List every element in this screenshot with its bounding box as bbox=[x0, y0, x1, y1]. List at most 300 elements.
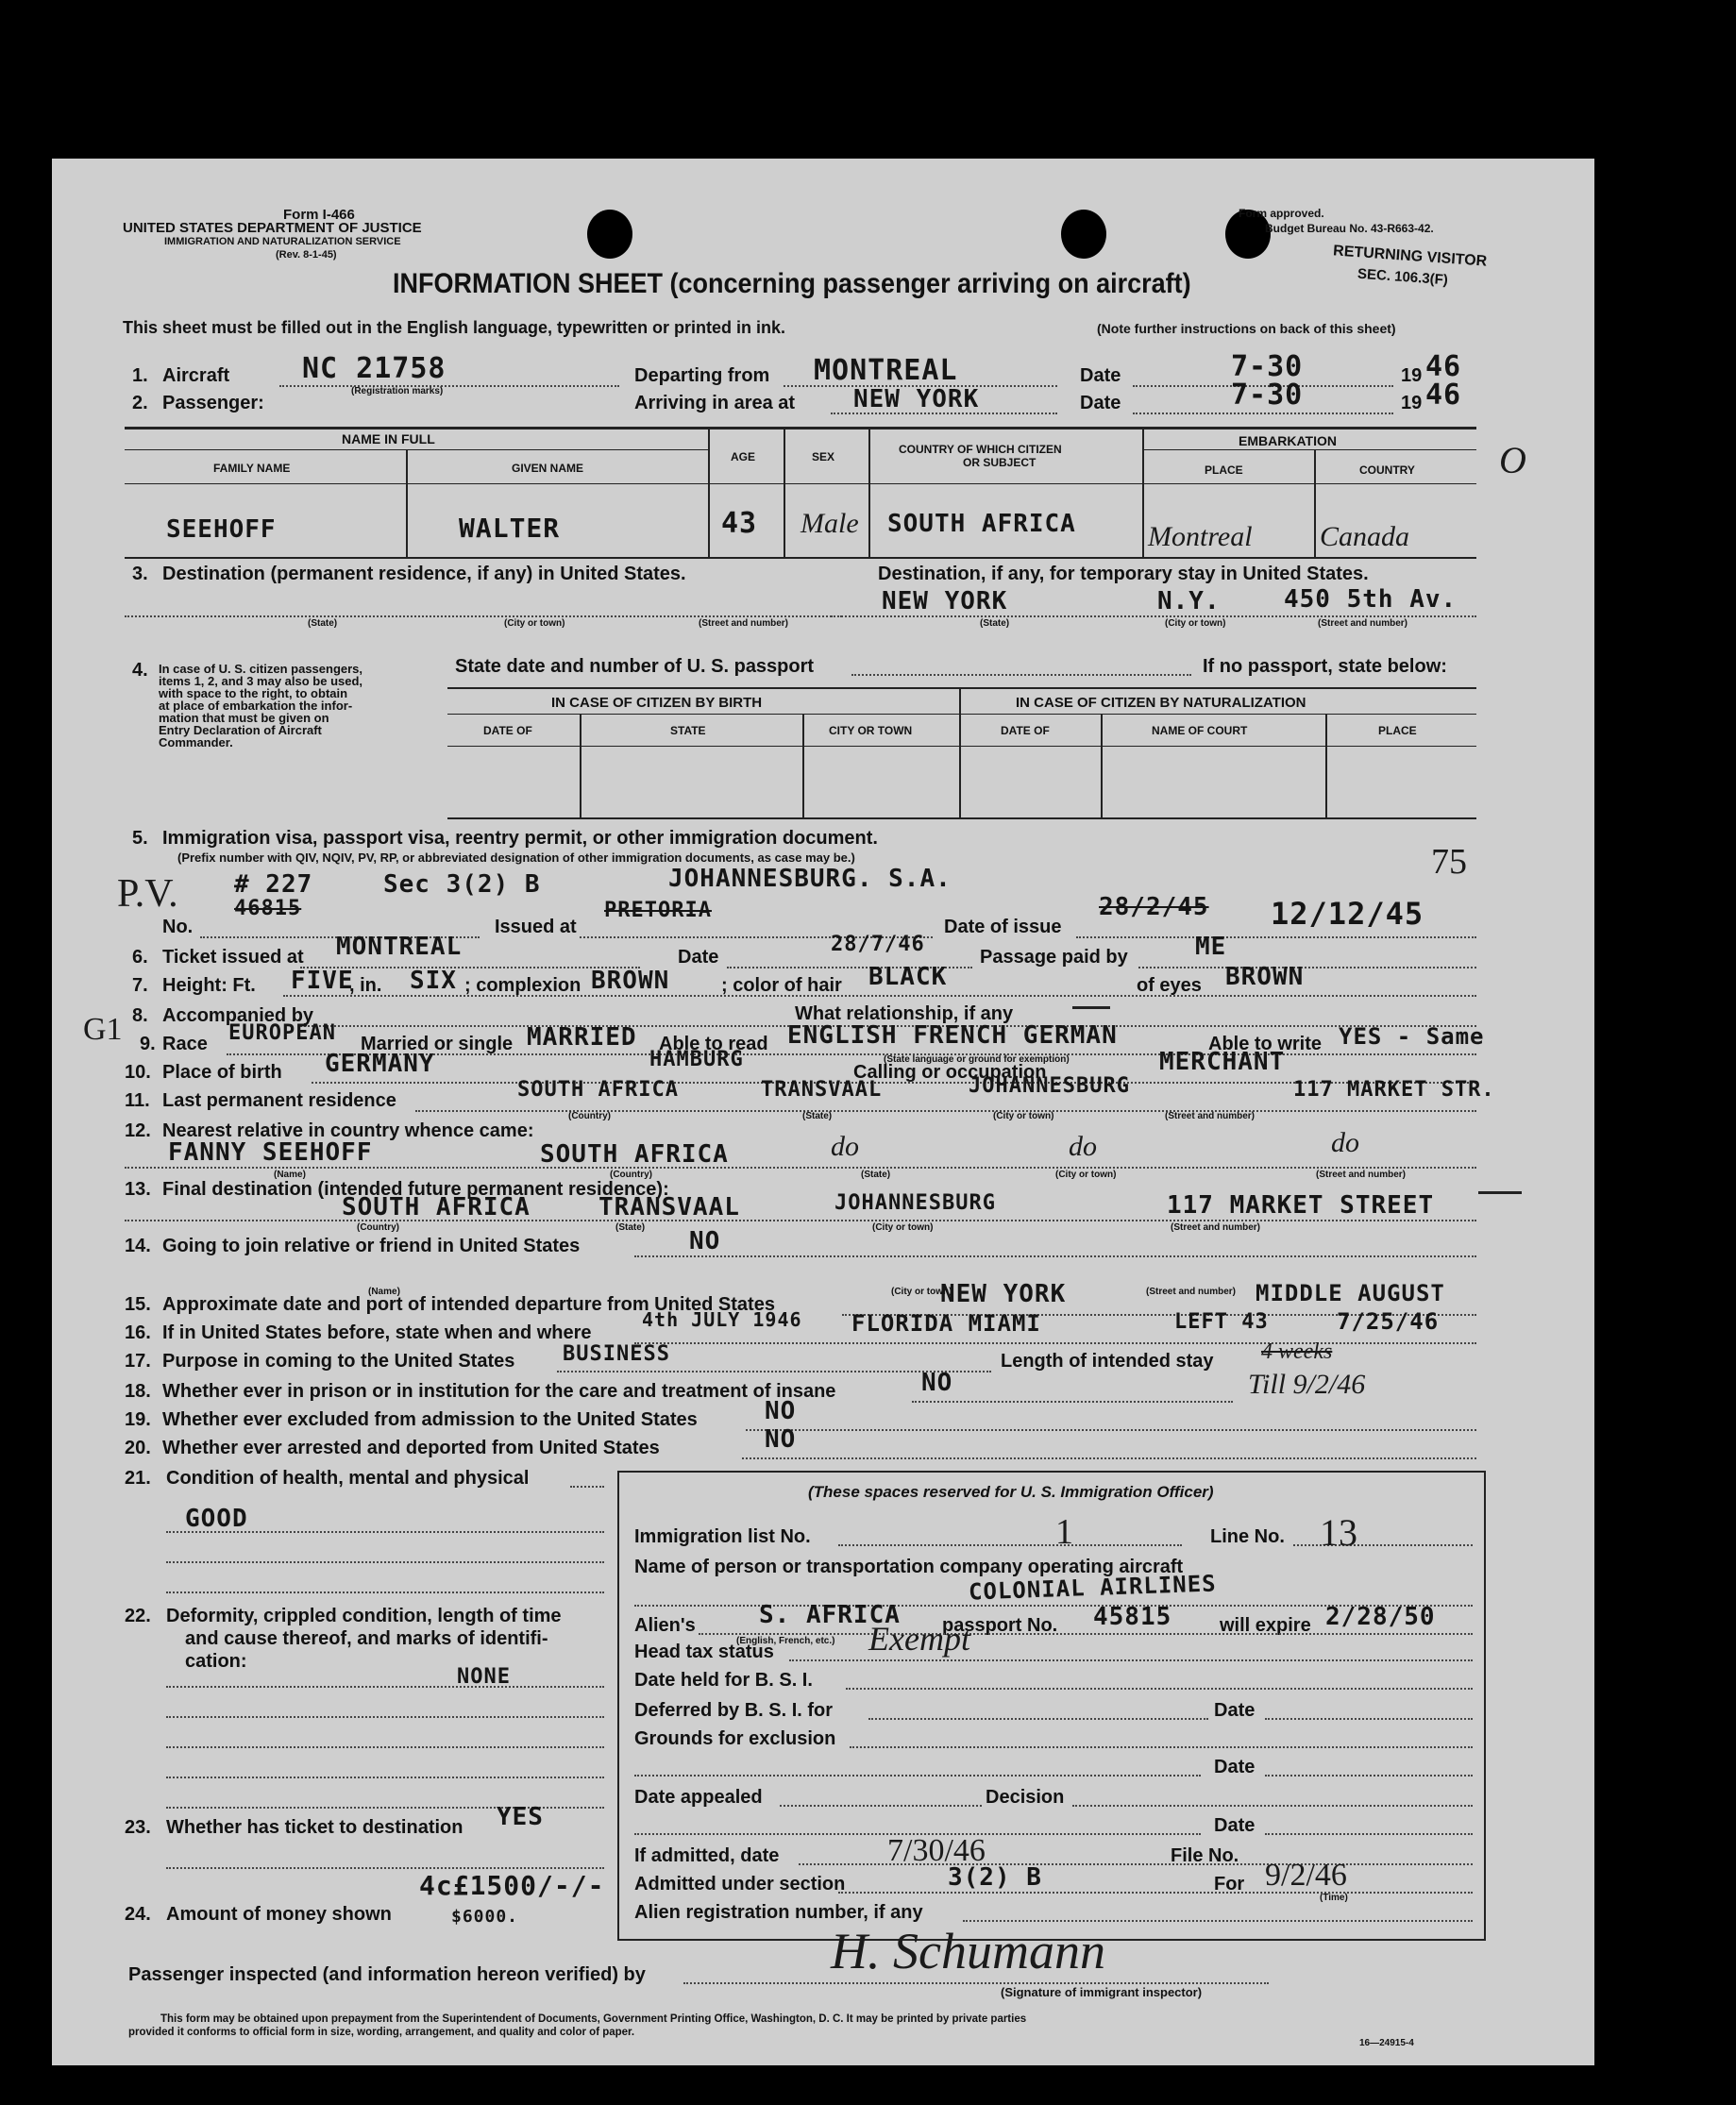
money-label: Amount of money shown bbox=[166, 1904, 392, 1925]
temp-destination-label: Destination, if any, for temporary stay in United States. bbox=[878, 564, 1369, 584]
nat-place-header: PLACE bbox=[1378, 724, 1417, 737]
departure-year: 46 bbox=[1425, 350, 1462, 383]
table-rule bbox=[125, 557, 1476, 559]
health-line bbox=[166, 1531, 604, 1533]
departure-date: 7-30 bbox=[1231, 350, 1304, 383]
health-line bbox=[166, 1561, 604, 1563]
visa-number: # 227 bbox=[234, 870, 313, 899]
arrival-year: 46 bbox=[1425, 379, 1462, 412]
passage-paid-label: Passage paid by bbox=[980, 947, 1128, 968]
page-mark: 75 bbox=[1431, 842, 1467, 882]
birth-city-value: HAMBURG bbox=[649, 1048, 744, 1071]
inches-label: , in. bbox=[349, 975, 382, 996]
registration-caption: (Registration marks) bbox=[351, 386, 444, 396]
line-7-rule bbox=[283, 995, 1476, 997]
decision-label: Decision bbox=[986, 1787, 1065, 1808]
eyes-label: of eyes bbox=[1137, 975, 1202, 996]
destination-label: Destination (permanent residence, if any) in United States. bbox=[162, 564, 686, 584]
date-label: Date bbox=[1214, 1815, 1256, 1836]
ticket-value: MONTREAL bbox=[336, 933, 463, 961]
item-number: 10. bbox=[125, 1062, 151, 1083]
table-divider bbox=[784, 427, 785, 557]
instruction-line: This sheet must be filled out in the English language, typewritten or printed in ink. bbox=[123, 318, 786, 337]
relative-state-value: do bbox=[831, 1131, 859, 1162]
final-state-value: TRANSVAAL bbox=[598, 1193, 740, 1221]
going-to-join-value: NO bbox=[689, 1227, 721, 1255]
deformity-line bbox=[166, 1686, 604, 1688]
given-name-header: GIVEN NAME bbox=[512, 462, 584, 475]
final-destination-label: Final destination (intended future permanent residence): bbox=[162, 1179, 669, 1200]
street-caption: (Street and number) bbox=[1316, 1170, 1407, 1180]
date-of-issue-value: 12/12/45 bbox=[1271, 896, 1424, 932]
no-passport-label: If no passport, state below: bbox=[1203, 656, 1447, 677]
temp-state-value: NEW YORK bbox=[882, 587, 1008, 615]
passport-line bbox=[851, 674, 1191, 676]
residence-city-value: JOHANNESBURG bbox=[969, 1074, 1130, 1098]
date-line bbox=[1265, 1718, 1473, 1720]
dash-mark bbox=[1072, 1006, 1110, 1009]
table-divider bbox=[1325, 714, 1327, 817]
arriving-value: NEW YORK bbox=[853, 385, 980, 413]
excluded-value: NO bbox=[765, 1397, 797, 1425]
budget-bureau-line: Budget Bureau No. 43-R663-42. bbox=[1265, 222, 1434, 235]
issued-at-label: Issued at bbox=[495, 917, 577, 937]
health-value: GOOD bbox=[185, 1505, 248, 1533]
line-16-rule bbox=[634, 1342, 1476, 1344]
expire-label: will expire bbox=[1220, 1615, 1311, 1636]
table-rule bbox=[447, 687, 1476, 689]
street-caption: (Street and number) bbox=[1171, 1222, 1261, 1233]
line-14-rule bbox=[634, 1255, 1476, 1257]
visa-prefix: P.V. bbox=[117, 872, 178, 916]
item-number: 14. bbox=[125, 1236, 151, 1256]
item-number: 22. bbox=[125, 1606, 151, 1626]
age-header: AGE bbox=[731, 450, 756, 463]
nat-date-header: DATE OF bbox=[1001, 724, 1050, 737]
deformity-label: Deformity, crippled condition, length of time bbox=[166, 1606, 562, 1626]
stay-struck: 4 weeks bbox=[1261, 1339, 1333, 1364]
departure-intent-label: Approximate date and port of intended departure from United States bbox=[162, 1294, 775, 1315]
aircraft-line bbox=[279, 385, 619, 387]
grounds-line bbox=[634, 1775, 1201, 1777]
citizen-note-line: mation that must be given on bbox=[159, 711, 329, 725]
form-code: 16—24915-4 bbox=[1359, 2038, 1414, 2048]
date-label: Date bbox=[1080, 365, 1121, 386]
head-tax-line bbox=[789, 1659, 1473, 1661]
relative-country-value: SOUTH AFRICA bbox=[540, 1140, 729, 1169]
write-value: YES - Same bbox=[1339, 1023, 1485, 1050]
temp-city-value: N.Y. bbox=[1157, 587, 1221, 615]
appealed-line bbox=[780, 1805, 982, 1807]
punch-hole bbox=[1061, 210, 1106, 259]
item-number: 8. bbox=[132, 1005, 148, 1026]
temp-destination-line bbox=[831, 615, 1476, 617]
read-caption: (State language or ground for exemption) bbox=[884, 1054, 1070, 1065]
relationship-label: What relationship, if any bbox=[795, 1003, 1014, 1024]
prison-label: Whether ever in prison or in institution for the care and treatment of insane bbox=[162, 1381, 836, 1402]
city-caption: (City or town) bbox=[1165, 618, 1226, 629]
health-line bbox=[166, 1591, 604, 1593]
paid-line bbox=[1138, 967, 1476, 968]
line-18-rule bbox=[912, 1401, 1233, 1403]
arrival-date: 7-30 bbox=[1231, 379, 1304, 412]
deformity-line bbox=[166, 1746, 604, 1748]
date-issue-line bbox=[1076, 936, 1476, 938]
date-label: Date bbox=[678, 947, 719, 968]
table-divider bbox=[868, 427, 870, 557]
state-caption: (State) bbox=[615, 1222, 646, 1233]
head-tax-label: Head tax status bbox=[634, 1642, 774, 1662]
table-rule bbox=[125, 449, 708, 450]
relative-city-value: do bbox=[1069, 1131, 1097, 1162]
table-divider bbox=[580, 714, 581, 817]
ticket-destination-label: Whether has ticket to destination bbox=[166, 1817, 463, 1838]
visa-number-struck: 46815 bbox=[234, 897, 302, 920]
ticket-date-value: 28/7/46 bbox=[831, 933, 925, 956]
item-number: 2. bbox=[132, 393, 148, 413]
ticket-destination-value: YES bbox=[497, 1803, 544, 1831]
item-number: 20. bbox=[125, 1438, 151, 1458]
passport-label: State date and number of U. S. passport bbox=[455, 656, 815, 677]
nearest-relative-label: Nearest relative in country whence came: bbox=[162, 1120, 534, 1141]
street-caption: (Street and number) bbox=[1146, 1287, 1237, 1297]
money-value-dollars: $6000. bbox=[451, 1907, 519, 1927]
section-stamp: SEC. 106.3(F) bbox=[1357, 265, 1449, 289]
bsi-label: Date held for B. S. I. bbox=[634, 1670, 813, 1691]
alien-line bbox=[699, 1633, 1473, 1635]
prison-value: NO bbox=[921, 1369, 953, 1397]
race-value: EUROPEAN bbox=[228, 1021, 336, 1045]
previous-visit-left-date: 7/25/46 bbox=[1337, 1308, 1440, 1335]
deformity-label-2: and cause thereof, and marks of identifi- bbox=[185, 1628, 548, 1649]
for-value: 9/2/46 bbox=[1265, 1858, 1347, 1893]
sex-value: Male bbox=[801, 508, 859, 539]
relative-street-value: do bbox=[1331, 1127, 1359, 1158]
alien-passport-value: 45815 bbox=[1093, 1603, 1172, 1631]
ticket-label: Ticket issued at bbox=[162, 947, 304, 968]
punch-hole bbox=[587, 210, 632, 259]
file-no-label: File No. bbox=[1171, 1845, 1239, 1866]
admitted-value: 7/30/46 bbox=[887, 1833, 986, 1868]
deformity-value: NONE bbox=[457, 1665, 511, 1689]
excluded-label: Whether ever excluded from admission to the United States bbox=[162, 1409, 698, 1430]
table-divider bbox=[708, 427, 710, 557]
item-number: 3. bbox=[132, 564, 148, 584]
city-caption: (City or town) bbox=[993, 1111, 1054, 1121]
city-caption: (City or town) bbox=[1055, 1170, 1117, 1180]
city-caption: (City or town) bbox=[872, 1222, 934, 1233]
line-no-label: Line No. bbox=[1210, 1526, 1285, 1547]
deferred-label: Deferred by B. S. I. for bbox=[634, 1700, 834, 1721]
inspector-signature: H. Schumann bbox=[831, 1923, 1105, 1979]
alien-caption: (English, French, etc.) bbox=[736, 1636, 835, 1646]
city-caption: (City or town) bbox=[504, 618, 565, 629]
item-number: 21. bbox=[125, 1468, 151, 1489]
street-caption: (Street and number) bbox=[699, 618, 789, 629]
previous-visit-when: 4th JULY 1946 bbox=[642, 1308, 802, 1331]
immigration-list-value: 1 bbox=[1055, 1512, 1073, 1552]
city-caption: (City or town) bbox=[891, 1287, 952, 1297]
footer-note-2: provided it conforms to official form in size, wording, arrangement, and quality and color of paper. bbox=[128, 2027, 635, 2038]
officer-section-title: (These spaces reserved for U. S. Immigration Officer) bbox=[808, 1483, 1214, 1501]
family-name-value: SEEHOFF bbox=[166, 515, 277, 544]
deformity-label-3: cation: bbox=[185, 1651, 247, 1672]
residence-country-value: SOUTH AFRICA bbox=[517, 1078, 679, 1102]
write-label: Able to write bbox=[1208, 1034, 1323, 1054]
health-line bbox=[570, 1486, 604, 1488]
stay-label: Length of intended stay bbox=[1001, 1351, 1214, 1372]
birthplace-label: Place of birth bbox=[162, 1062, 282, 1083]
item-number: 7. bbox=[132, 975, 148, 996]
place-header: PLACE bbox=[1205, 463, 1243, 477]
dash-mark bbox=[1478, 1191, 1522, 1194]
item-number: 24. bbox=[125, 1904, 151, 1925]
line-no-value: 13 bbox=[1320, 1511, 1357, 1554]
departing-value: MONTREAL bbox=[814, 354, 958, 387]
margin-code: G1 bbox=[83, 1012, 123, 1047]
item-number: 23. bbox=[125, 1817, 151, 1838]
section-value: 3(2) B bbox=[948, 1863, 1042, 1892]
bsi-line bbox=[846, 1688, 1473, 1690]
date-label: Date bbox=[1080, 393, 1121, 413]
departure-date-value: MIDDLE AUGUST bbox=[1256, 1280, 1445, 1306]
previous-visit-left: LEFT 43 bbox=[1174, 1310, 1269, 1334]
form-number: Form I-466 bbox=[283, 207, 355, 223]
table-rule bbox=[1144, 449, 1476, 450]
deformity-line bbox=[166, 1777, 604, 1778]
grounds-label: Grounds for exclusion bbox=[634, 1728, 836, 1749]
signature-line bbox=[683, 1982, 1269, 1984]
family-name-header: FAMILY NAME bbox=[213, 462, 291, 475]
service-line: IMMIGRATION AND NATURALIZATION SERVICE bbox=[164, 236, 401, 247]
alien-nationality: S. AFRICA bbox=[759, 1601, 901, 1629]
going-to-join-label: Going to join relative or friend in United States bbox=[162, 1236, 581, 1256]
citizen-note-line: Entry Declaration of Aircraft bbox=[159, 723, 322, 737]
alien-reg-label: Alien registration number, if any bbox=[634, 1902, 923, 1923]
height-inches-value: SIX bbox=[410, 967, 457, 995]
health-label: Condition of health, mental and physical bbox=[166, 1468, 530, 1489]
appealed-label: Date appealed bbox=[634, 1787, 763, 1808]
table-rule bbox=[447, 746, 1476, 747]
purpose-label: Purpose in coming to the United States bbox=[162, 1351, 515, 1372]
revision-date: (Rev. 8-1-45) bbox=[276, 249, 337, 261]
table-divider bbox=[406, 449, 408, 557]
visa-section: Sec 3(2) B bbox=[383, 870, 541, 899]
date-label: Date bbox=[1214, 1700, 1256, 1721]
item-number: 1. bbox=[132, 365, 148, 386]
departing-label: Departing from bbox=[634, 365, 770, 386]
country-caption: (Country) bbox=[568, 1111, 611, 1121]
citizen-note-line: Commander. bbox=[159, 735, 233, 749]
state-caption: (State) bbox=[980, 618, 1010, 629]
line-23-rule bbox=[166, 1867, 604, 1869]
returning-visitor-stamp: RETURNING VISITOR bbox=[1332, 243, 1488, 270]
section-line bbox=[838, 1892, 1473, 1894]
embarkation-country-value: Canada bbox=[1320, 521, 1410, 552]
citizenship-value: SOUTH AFRICA bbox=[887, 510, 1076, 538]
section-label: Admitted under section bbox=[634, 1874, 846, 1894]
table-rule bbox=[447, 714, 1476, 715]
birth-date-header: DATE OF bbox=[483, 724, 532, 737]
residence-state-value: TRANSVAAL bbox=[761, 1078, 883, 1102]
state-caption: (State) bbox=[308, 618, 338, 629]
signature-caption: (Signature of immigrant inspector) bbox=[1001, 1985, 1203, 1999]
alien-passport-label: passport No. bbox=[942, 1615, 1058, 1636]
citizen-note-line: In case of U. S. citizen passengers, bbox=[159, 662, 363, 676]
married-label: Married or single bbox=[361, 1034, 514, 1054]
grounds-line bbox=[850, 1746, 1473, 1748]
item-number: 16. bbox=[125, 1322, 151, 1343]
relative-name-value: FANNY SEEHOFF bbox=[168, 1138, 373, 1167]
destination-line bbox=[125, 615, 842, 617]
name-caption: (Name) bbox=[368, 1287, 400, 1297]
item-number: 12. bbox=[125, 1120, 151, 1141]
alien-reg-line bbox=[963, 1920, 1473, 1922]
aircraft-label: Aircraft bbox=[162, 365, 230, 386]
line-20-rule bbox=[742, 1457, 1476, 1459]
age-value: 43 bbox=[721, 507, 758, 540]
passage-paid-value: ME bbox=[1195, 933, 1227, 961]
hair-label: ; color of hair bbox=[721, 975, 842, 996]
item-number: 5. bbox=[132, 828, 148, 849]
immigration-doc-label: Immigration visa, passport visa, reentry permit, or other immigration document. bbox=[162, 828, 878, 849]
street-caption: (Street and number) bbox=[1318, 618, 1408, 629]
immigration-list-label: Immigration list No. bbox=[634, 1526, 811, 1547]
item-number: 9. bbox=[140, 1034, 156, 1054]
head-tax-value: Exempt bbox=[868, 1620, 970, 1658]
alien-label: Alien's bbox=[634, 1615, 696, 1636]
form-title: INFORMATION SHEET (concerning passenger arriving on aircraft) bbox=[393, 268, 1191, 299]
occupation-label: Calling or occupation bbox=[853, 1062, 1047, 1083]
date-label: Date bbox=[1214, 1757, 1256, 1777]
year-prefix: 19 bbox=[1401, 393, 1423, 413]
list-line bbox=[838, 1544, 1182, 1546]
stay-value: Till 9/2/46 bbox=[1248, 1369, 1366, 1400]
hair-value: BLACK bbox=[868, 963, 948, 991]
table-rule bbox=[125, 483, 1476, 484]
for-label: For bbox=[1214, 1874, 1245, 1894]
table-rule bbox=[447, 817, 1476, 819]
state-caption: (State) bbox=[861, 1170, 891, 1180]
admitted-label: If admitted, date bbox=[634, 1845, 780, 1866]
item-number: 19. bbox=[125, 1409, 151, 1430]
final-city-value: JOHANNESBURG bbox=[834, 1191, 996, 1215]
street-caption: (Street and number) bbox=[1165, 1111, 1256, 1121]
purpose-value: BUSINESS bbox=[563, 1342, 670, 1366]
complexion-value: BROWN bbox=[591, 967, 670, 995]
accompanied-label: Accompanied by bbox=[162, 1005, 314, 1026]
given-name-value: WALTER bbox=[459, 513, 561, 544]
immigration-doc-sub: (Prefix number with QIV, NQIV, PV, RP, or abbreviated designation of other immigration documents, as case may be.) bbox=[177, 850, 855, 865]
residence-street-value: 117 MARKET STR. bbox=[1293, 1078, 1495, 1102]
company-value: COLONIAL AIRLINES bbox=[968, 1570, 1218, 1606]
money-value: 4c£1500/-/- bbox=[419, 1870, 605, 1901]
item-number: 11. bbox=[125, 1090, 150, 1111]
item-number: 6. bbox=[132, 947, 148, 968]
birth-city-header: CITY OR TOWN bbox=[829, 724, 913, 737]
item-number: 13. bbox=[125, 1179, 151, 1200]
table-divider bbox=[959, 687, 961, 817]
year-prefix: 19 bbox=[1401, 365, 1423, 386]
issued-at-struck: PRETORIA bbox=[604, 899, 712, 922]
table-divider bbox=[1101, 714, 1103, 817]
citizenship-header: COUNTRY OF WHICH CITIZEN bbox=[899, 443, 1062, 456]
margin-mark: O bbox=[1499, 439, 1526, 481]
date-of-issue-label: Date of issue bbox=[944, 917, 1062, 937]
height-feet-value: FIVE bbox=[291, 967, 354, 995]
deported-label: Whether ever arrested and deported from United States bbox=[162, 1438, 660, 1458]
line-12-rule bbox=[125, 1167, 1476, 1169]
department-line: UNITED STATES DEPARTMENT OF JUSTICE bbox=[123, 220, 422, 236]
date-line bbox=[1265, 1833, 1473, 1835]
decision-line bbox=[1072, 1805, 1473, 1807]
read-value: ENGLISH FRENCH GERMAN bbox=[787, 1021, 1118, 1050]
table-rule bbox=[125, 427, 1476, 429]
instruction-note: (Note further instructions on back of this sheet) bbox=[1097, 321, 1396, 336]
citizen-note-line: with space to the right, to obtain bbox=[159, 686, 348, 700]
item-number: 15. bbox=[125, 1294, 151, 1315]
embarkation-place-value: Montreal bbox=[1148, 521, 1253, 552]
race-label: Race bbox=[162, 1034, 208, 1054]
item-number: 18. bbox=[125, 1381, 151, 1402]
for-caption: (Time) bbox=[1320, 1893, 1348, 1903]
eyes-value: BROWN bbox=[1225, 963, 1305, 991]
naturalization-header: IN CASE OF CITIZEN BY NATURALIZATION bbox=[1016, 695, 1306, 711]
table-divider bbox=[1314, 449, 1316, 557]
date-line bbox=[1265, 1775, 1473, 1777]
citizen-note-line: items 1, 2, and 3 may also be used, bbox=[159, 674, 363, 688]
state-caption: (State) bbox=[802, 1111, 833, 1121]
occupation-value: MERCHANT bbox=[1159, 1048, 1286, 1076]
line-19-rule bbox=[746, 1429, 1476, 1431]
country-header: COUNTRY bbox=[1359, 463, 1415, 477]
departure-port-value: NEW YORK bbox=[940, 1280, 1067, 1308]
line-13-rule bbox=[125, 1220, 1476, 1221]
admitted-line bbox=[799, 1863, 1473, 1865]
deferred-line bbox=[868, 1718, 1208, 1720]
country-caption: (Country) bbox=[357, 1222, 399, 1233]
citizenship-header-sub: OR SUBJECT bbox=[963, 456, 1037, 469]
name-caption: (Name) bbox=[274, 1170, 306, 1180]
birth-header: IN CASE OF CITIZEN BY BIRTH bbox=[551, 695, 763, 711]
sex-header: SEX bbox=[812, 450, 835, 463]
table-divider bbox=[802, 714, 804, 817]
item-number: 17. bbox=[125, 1351, 151, 1372]
date-line bbox=[1133, 413, 1393, 414]
name-in-full-header: NAME IN FULL bbox=[342, 431, 435, 446]
inspected-label: Passenger inspected (and information hereon verified) by bbox=[128, 1964, 646, 1985]
birth-state-header: STATE bbox=[670, 724, 706, 737]
citizen-note-line: at place of embarkation the infor- bbox=[159, 699, 353, 713]
birth-country-value: GERMANY bbox=[325, 1050, 435, 1078]
last-residence-label: Last permanent residence bbox=[162, 1090, 396, 1111]
no-label: No. bbox=[162, 917, 194, 937]
footer-note: This form may be obtained upon prepayment from the Superintendent of Documents, Government Printing Office, Washington, D. C. It may be printed by private parties bbox=[160, 2013, 1027, 2025]
married-value: MARRIED bbox=[527, 1023, 637, 1052]
table-divider bbox=[1142, 427, 1144, 557]
company-label: Name of person or transportation company operating aircraft bbox=[634, 1557, 1184, 1577]
approval-line: Form approved. bbox=[1239, 207, 1324, 220]
issued-at-value: JOHANNESBURG. S.A. bbox=[668, 865, 952, 893]
passenger-label: Passenger: bbox=[162, 393, 264, 413]
aircraft-value: NC 21758 bbox=[302, 352, 447, 385]
nat-court-header: NAME OF COURT bbox=[1152, 724, 1248, 737]
date-of-issue-struck: 28/2/45 bbox=[1099, 893, 1209, 921]
final-country-value: SOUTH AFRICA bbox=[342, 1193, 531, 1221]
temp-street-value: 450 5th Av. bbox=[1284, 585, 1458, 614]
arriving-label: Arriving in area at bbox=[634, 393, 796, 413]
final-street-value: 117 MARKET STREET bbox=[1167, 1191, 1435, 1220]
